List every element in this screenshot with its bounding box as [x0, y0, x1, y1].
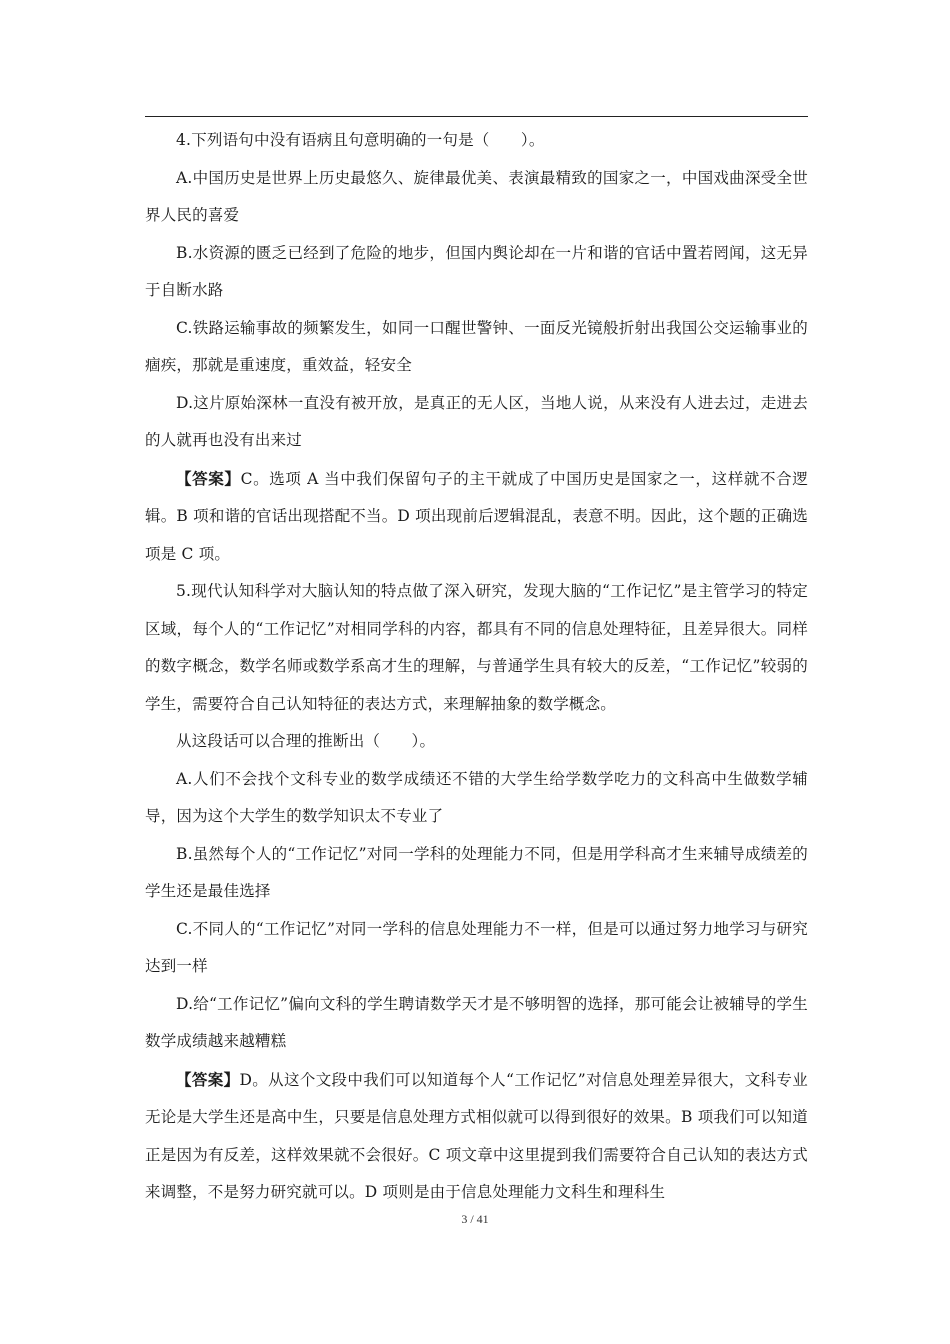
question-5-option-b: B.虽然每个人的“工作记忆”对同一学科的处理能力不同，但是用学科高才生来辅导成绩差的学生还是最佳选择 — [145, 844, 808, 900]
question-4-option-c: C.铁路运输事故的频繁发生，如同一口醒世警钟、一面反光镜般折射出我国公交运输事业的痼疾，那就是重速度，重效益，轻安全 — [145, 318, 808, 374]
question-5-answer — [145, 1061, 808, 1212]
question-5-option-a: A.人们不会找个文科专业的数学成绩还不错的大学生给学数学吃力的文科高中生做数学辅导，因为这个大学生的数学知识太不专业了 — [145, 769, 808, 825]
question-5-option-d: D.给“工作记忆”偏向文科的学生聘请数学天才是不够明智的选择，那可能会让被辅导的学生数学成绩越来越糟糕 — [145, 994, 808, 1050]
document-body — [145, 122, 808, 1212]
question-4-option-d: D.这片原始深林一直没有被开放，是真正的无人区，当地人说，从来没有人进去过，走进去的人就再也没有出来过 — [145, 393, 808, 449]
question-5-stem: 从这段话可以合理的推断出（ ）。 — [176, 732, 436, 750]
question-4-option-a: A.中国历史是世界上历史最悠久、旋律最优美、表演最精致的国家之一，中国戏曲深受全世界人民的喜爱 — [145, 168, 808, 224]
question-4-option-b: B.水资源的匮乏已经到了危险的地步，但国内舆论却在一片和谐的官话中置若罔闻，这无异于自断水路 — [145, 243, 808, 299]
question-4-stem: 4.下列语句中没有语病且句意明确的一句是（ ）。 — [176, 131, 545, 149]
question-5-passage: 5.现代认知科学对大脑认知的特点做了深入研究，发现大脑的“工作记忆”是主管学习的特定区域，每个人的“工作记忆”对相同学科的内容，都具有不同的信息处理特征，且差异很大。同样的数字概念，数学名师或数学系高才生的理解，与普通学生具有较大的反差，“工作记忆”较弱的学生，需要符合自己认知特征的表达方式，来理解抽象的数学概念。 — [145, 582, 808, 713]
question-4-answer — [145, 460, 808, 574]
answer-label: 【答案】 — [176, 1069, 240, 1089]
question-5-option-c: C.不同人的“工作记忆”对同一学科的信息处理能力不一样，但是可以通过努力地学习与研究达到一样 — [145, 919, 808, 975]
header-rule — [145, 116, 808, 117]
answer-explanation: D。从这个文段中我们可以知道每个人“工作记忆”对信息处理差异很大，文科专业无论是大学生还是高中生，只要是信息处理方式相似就可以得到很好的效果。B 项我们可以知道正是因为有反差，这样效果就不会很好。C 项文章中这里提到我们需要符合自己认知的表达方式来调整，不是努力研究就可以。D 项则是由于信息处理能力文科生和理科生 — [145, 1070, 808, 1201]
page-number: 3 / 41 — [461, 1212, 489, 1226]
answer-explanation: C。选项 A 当中我们保留句子的主干就成了中国历史是国家之一，这样就不合逻辑。B 项和谐的官话出现搭配不当。D 项出现前后逻辑混乱，表意不明。因此，这个题的正确选项是 C 项。 — [145, 469, 808, 563]
answer-label: 【答案】 — [176, 468, 241, 488]
